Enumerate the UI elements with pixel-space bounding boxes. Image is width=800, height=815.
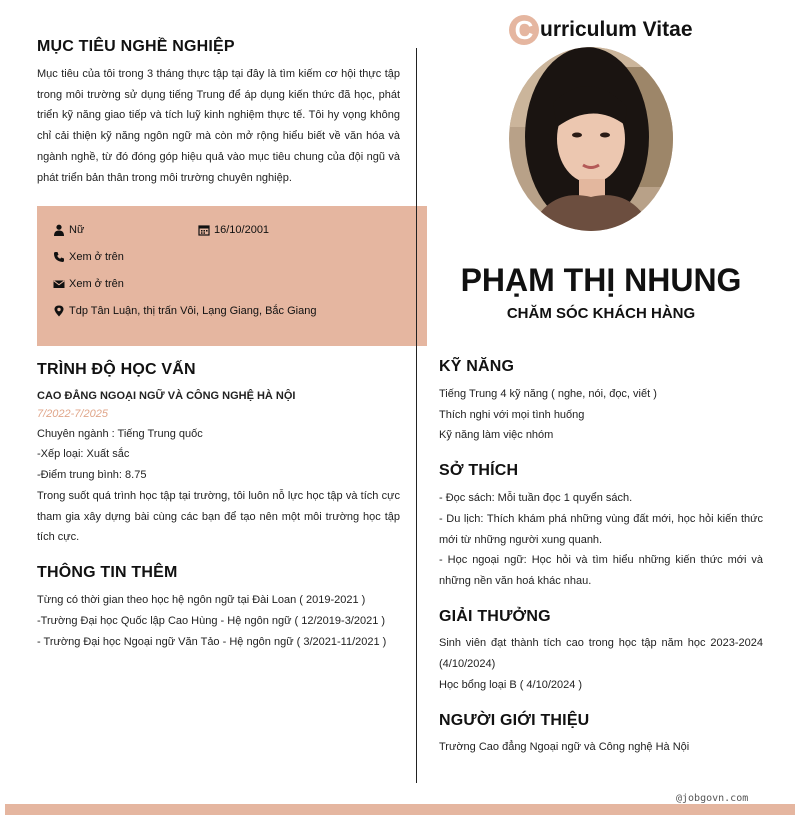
skill-item: Tiếng Trung 4 kỹ năng ( nghe, nói, đọc, viết ) [439,388,657,400]
education-rank: -Xếp loại: Xuất sắc [37,448,130,460]
contact-gender-text: Nữ [69,224,85,236]
profile-photo [509,47,673,231]
hobby-item: - Du lịch: Thích khám phá những vùng đất mới, học hỏi kiến thức mới từ những người xung quanh. [439,513,763,546]
cv-logo [509,14,693,46]
extra-line: - Trường Đại học Ngoại ngữ Văn Tảo - Hệ ngôn ngữ ( 3/2021-11/2021 ) [37,636,387,648]
education-desc: Trong suốt quá trình học tập tại trường, tôi luôn nỗ lực học tập và tích cực tham gia xây dựng bài cùng các bạn để tạo nên một môi trường học tập tích cực. [37,490,400,544]
user-icon [53,224,65,236]
award-item: Học bổng loại B ( 4/10/2024 ) [439,679,583,691]
job-position: CHĂM SÓC KHÁCH HÀNG [506,305,696,322]
reference-title: NGƯỜI GIỚI THIỆU [439,712,590,729]
awards-title: GIẢI THƯỞNG [439,608,551,625]
objective-title: MỤC TIÊU NGHỀ NGHIỆP [37,38,235,55]
mail-icon [53,278,65,290]
contact-dob-text: 16/10/2001 [214,224,270,236]
watermark: @jobgovn.com [676,793,749,804]
contact-address-text: Tdp Tân Luận, thị trấn Vôi, Lạng Giang, Bắc Giang [69,305,317,317]
hobby-item: - Học ngoại ngữ: Học hỏi và tìm hiểu những kiến thức mới và những nền văn hoá khác nhau. [439,554,763,587]
footer-bar [5,804,795,815]
education-school: CAO ĐẲNG NGOẠI NGỮ VÀ CÔNG NGHỆ HÀ NỘI [37,390,296,402]
extra-line: -Trường Đại học Quốc lập Cao Hùng - Hệ ngôn ngữ ( 12/2019-3/2021 ) [37,615,386,627]
calendar-icon [198,224,210,236]
contact-phone [53,251,124,263]
hobby-item: - Đọc sách: Mỗi tuần đọc 1 quyển sách. [439,492,633,504]
award-item: Sinh viên đạt thành tích cao trong học tập năm học 2023-2024 (4/10/2024) [439,637,763,670]
objective-text: Mục tiêu của tôi trong 3 tháng thực tập tại đây là tìm kiếm cơ hội thực tập trong môi trường sử dụng tiếng Trung để áp dụng kiến thức đã học, phát triển kỹ năng giao tiếp và tích luỹ kinh nghiệm thực tế. Tôi hy vọng không chỉ cải thiện kỹ năng ngôn ngữ mà còn mở rộng hiểu biết về văn hóa và ngành nghề, từ đó đóng góp hiệu quả vào mục tiêu chung của đội ngũ và phát triển bản thân trong môi trường chuyên nghiệp. [37,68,400,184]
phone-icon [53,251,65,263]
full-name: PHẠM THỊ NHUNG [460,262,742,298]
education-period: 7/2022-7/2025 [37,408,108,420]
cv-logo-text: urriculum Vitae [540,18,693,41]
contact-address [53,305,316,317]
extra-line: Từng có thời gian theo học hệ ngôn ngữ tại Đài Loan ( 2019-2021 ) [37,594,366,606]
skills-title: KỸ NĂNG [439,358,515,375]
contact-dob [198,224,269,236]
cv-logo-circle [509,15,539,45]
location-icon [53,305,65,317]
contact-phone-text: Xem ở trên [69,251,124,263]
education-gpa: -Điểm trung bình: 8.75 [37,469,147,481]
skill-item: Kỹ năng làm việc nhóm [439,429,554,441]
contact-email [53,278,124,290]
contact-gender [53,224,84,236]
extra-title: THÔNG TIN THÊM [37,564,178,581]
skill-item: Thích nghi với mọi tình huống [439,409,585,421]
hobbies-title: SỞ THÍCH [439,462,519,479]
contact-email-text: Xem ở trên [69,278,124,290]
education-major: Chuyên ngành : Tiếng Trung quốc [37,428,203,440]
column-divider [416,48,417,783]
cv-logo-letter: C [514,15,534,45]
education-title: TRÌNH ĐỘ HỌC VẤN [37,361,196,378]
reference-text: Trường Cao đẳng Ngoại ngữ và Công nghệ Hà Nội [439,741,690,753]
